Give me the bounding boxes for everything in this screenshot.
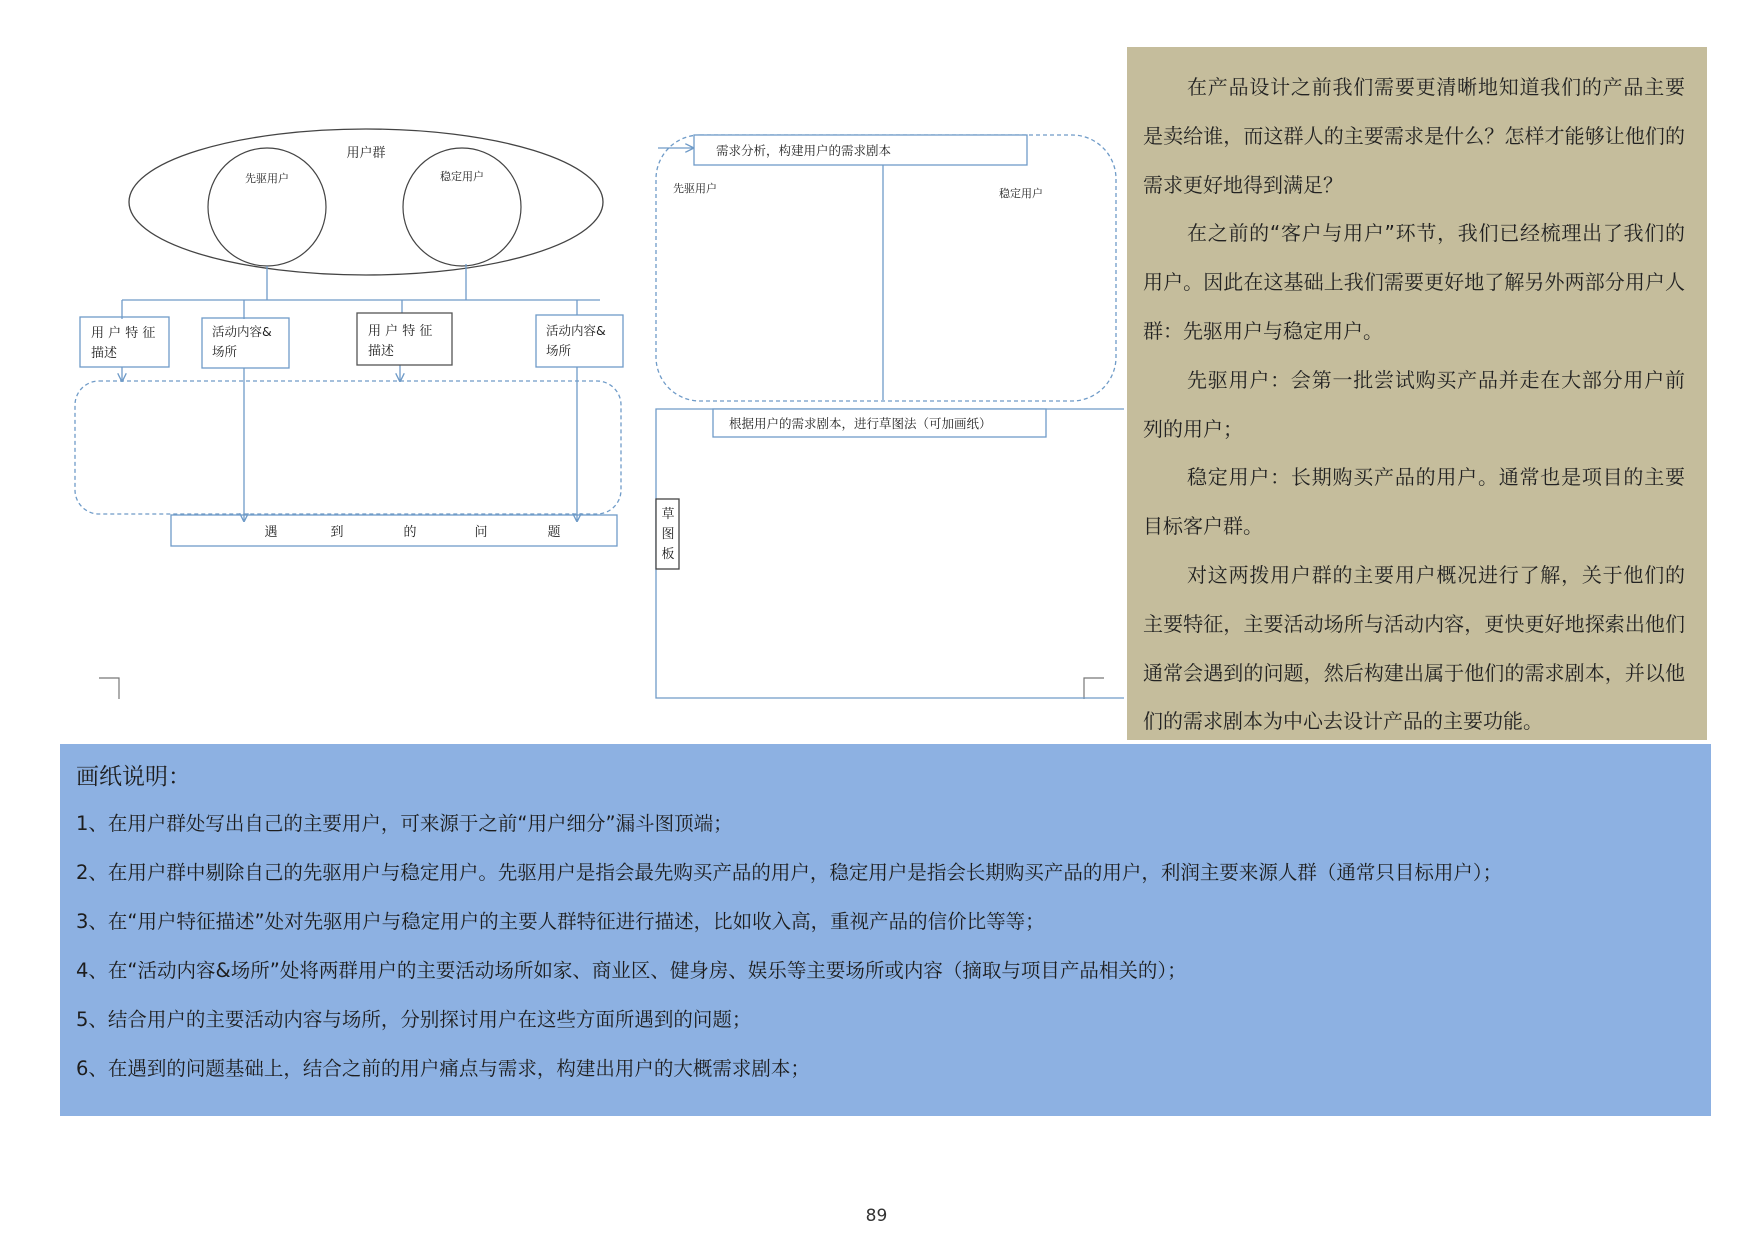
user-group-label: 用户群 bbox=[346, 146, 386, 161]
problems-char-4: 问 bbox=[474, 525, 488, 540]
stable-users-circle bbox=[403, 148, 521, 266]
pioneer-users-circle bbox=[208, 148, 326, 266]
activity-text-1a: 活动内容& bbox=[212, 324, 272, 339]
stable-users-label: 稳定用户 bbox=[440, 170, 484, 183]
needs-stable-label: 稳定用户 bbox=[999, 187, 1043, 200]
intro-paragraph: 在之前的“客户与用户”环节，我们已经梳理出了我们的用户。因此在这基础上我们需要更好地了解另外两部分用户人群：先驱用户与稳定用户。 bbox=[1143, 221, 1685, 343]
corner-mark-left bbox=[99, 678, 119, 699]
sketch-board-char-1: 草 bbox=[661, 507, 675, 522]
problems-char-2: 到 bbox=[330, 525, 344, 540]
connector-lines bbox=[122, 264, 600, 521]
intro-panel bbox=[1127, 47, 1707, 740]
page-number: 89 bbox=[865, 1206, 888, 1226]
user-feature-text-2b: 描述 bbox=[368, 344, 395, 359]
user-feature-text-1a: 用 户 特 征 bbox=[91, 326, 156, 341]
problems-char-1: 遇 bbox=[264, 525, 278, 540]
notes-panel bbox=[60, 744, 1711, 1116]
needs-analysis-title: 需求分析，构建用户的需求剧本 bbox=[716, 143, 892, 158]
note-item: 5、结合用户的主要活动内容与场所，分别探讨用户在这些方面所遇到的问题； bbox=[76, 1008, 752, 1031]
intro-paragraph: 先驱用户：会第一批尝试购买产品并走在大部分用户前列的用户； bbox=[1143, 367, 1685, 441]
intro-paragraph: 稳定用户：长期购买产品的用户。通常也是项目的主要目标客户群。 bbox=[1143, 465, 1685, 539]
needs-pioneer-label: 先驱用户 bbox=[673, 182, 717, 195]
sketch-method-label: 根据用户的需求剧本，进行草图法（可加画纸） bbox=[729, 416, 992, 431]
problems-char-3: 的 bbox=[403, 525, 417, 540]
activity-text-2b: 场所 bbox=[546, 343, 572, 358]
user-feature-text-2a: 用 户 特 征 bbox=[368, 324, 433, 339]
note-item: 3、在“用户特征描述”处对先驱用户与稳定用户的主要人群特征进行描述，比如收入高，重视产品的信价比等等； bbox=[76, 910, 1045, 933]
corner-mark-right bbox=[1084, 678, 1104, 699]
notes-title: 画纸说明： bbox=[76, 764, 191, 790]
user-notes-dashed-area bbox=[75, 381, 621, 514]
pioneer-users-label: 先驱用户 bbox=[245, 172, 289, 185]
intro-paragraph: 在产品设计之前我们需要更清晰地知道我们的产品主要是卖给谁，而这群人的主要需求是什么？怎样才能够让他们的需求更好地得到满足？ bbox=[1143, 75, 1685, 197]
sketch-board-char-2: 图 bbox=[661, 527, 675, 542]
user-feature-text-1b: 描述 bbox=[91, 346, 118, 361]
problems-char-5: 题 bbox=[547, 525, 561, 540]
activity-text-1b: 场所 bbox=[212, 344, 238, 359]
note-item: 6、在遇到的问题基础上，结合之前的用户痛点与需求，构建出用户的大概需求剧本； bbox=[76, 1057, 810, 1080]
sketch-board-char-3: 板 bbox=[661, 547, 675, 562]
intro-paragraph: 对这两拨用户群的主要用户概况进行了解，关于他们的主要特征，主要活动场所与活动内容，更快更好地探索出他们通常会遇到的问题，然后构建出属于他们的需求剧本，并以他们的需求剧本为中心去设计产品的主要功能。 bbox=[1143, 562, 1685, 734]
note-item: 4、在“活动内容&场所”处将两群用户的主要活动场所如家、商业区、健身房、娱乐等主要场所或内容（摘取与项目产品相关的）； bbox=[76, 959, 1187, 982]
needs-analysis-area bbox=[656, 135, 1116, 401]
note-item: 2、在用户群中剔除自己的先驱用户与稳定用户。先驱用户是指会最先购买产品的用户，稳定用户是指会长期购买产品的用户，利润主要来源人群（通常只目标用户）； bbox=[76, 861, 1503, 884]
activity-text-2a: 活动内容& bbox=[546, 323, 606, 338]
note-item: 1、在用户群处写出自己的主要用户，可来源于之前“用户细分”漏斗图顶端； bbox=[76, 812, 733, 835]
sketch-frame bbox=[656, 409, 1124, 698]
